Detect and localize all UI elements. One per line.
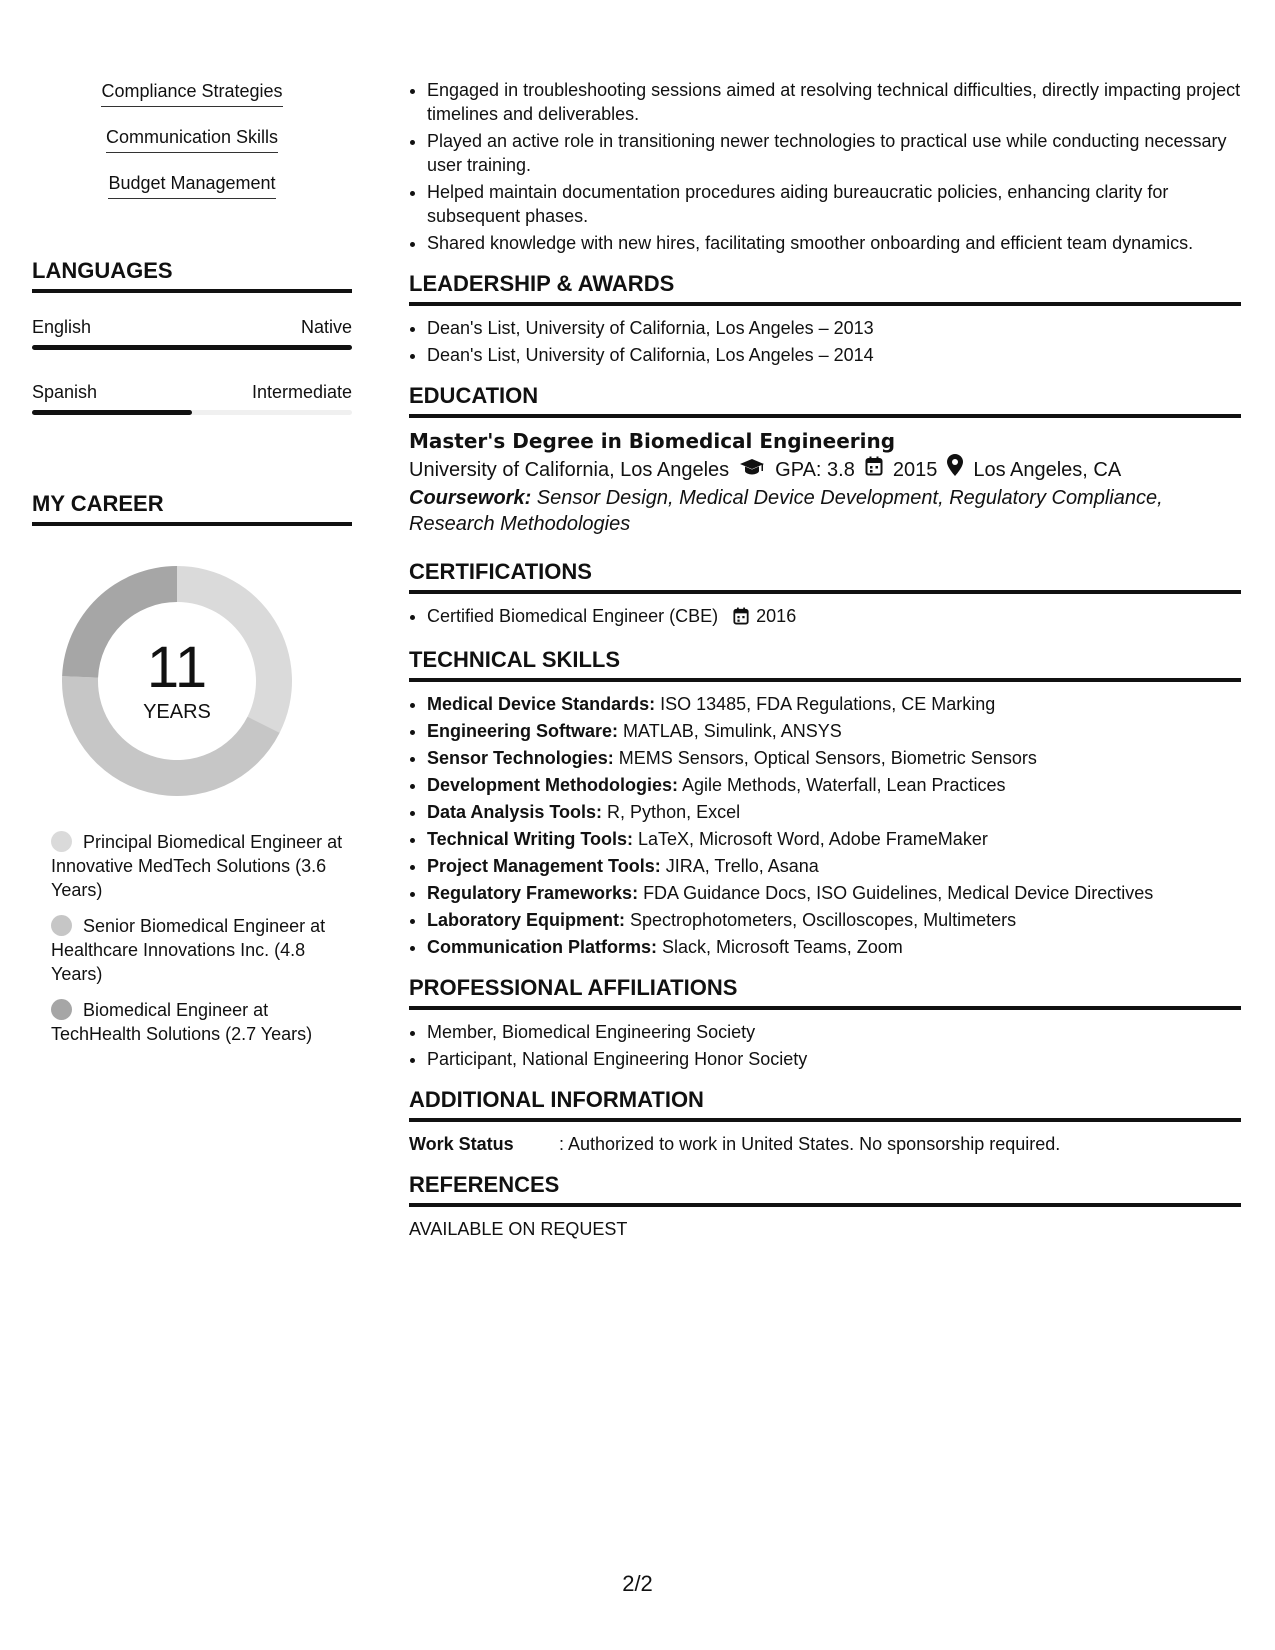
references-text: AVAILABLE ON REQUEST [409, 1219, 628, 1239]
additional-info-heading: ADDITIONAL INFORMATION [409, 1087, 1241, 1122]
list-item: • Helped maintain documentation procedures aiding bureaucratic policies, enhancing clarity for subsequent phases. [427, 180, 1241, 228]
location-pin-icon [947, 454, 963, 485]
career-total-years: 11 [146, 635, 208, 700]
work-status-row [409, 1132, 1241, 1156]
calendar-icon [733, 607, 749, 631]
list-item: • Member, Biomedical Engineering Society [427, 1020, 1241, 1044]
skill-tag: Communication Skills [106, 124, 278, 153]
career-heading: MY CAREER [32, 491, 352, 526]
list-item: • Technical Writing Tools: LaTeX, Microsoft Word, Adobe FrameMaker [427, 827, 1241, 851]
experience-bullets [409, 78, 1241, 255]
language-level: Intermediate [251, 382, 352, 402]
language-item [32, 380, 352, 415]
awards-list [409, 316, 1241, 367]
list-item: • Project Management Tools: JIRA, Trello, Asana [427, 854, 1241, 878]
list-item: • Medical Device Standards: ISO 13485, FDA Regulations, CE Marking [427, 692, 1241, 716]
certifications-list [409, 604, 1241, 631]
graduation-year: 2015 [892, 458, 938, 481]
career-legend-item: Biomedical Engineer at TechHealth Solutions (2.7 Years) [51, 1000, 313, 1044]
education-heading: EDUCATION [409, 383, 1241, 418]
list-item: • Data Analysis Tools: R, Python, Excel [427, 800, 1241, 824]
school-name: University of California, Los Angeles [409, 458, 730, 481]
references-heading: REFERENCES [409, 1172, 1241, 1207]
legend-dot [51, 831, 72, 852]
language-name: English [32, 317, 92, 337]
legend-dot [51, 915, 72, 936]
skill-tag: Budget Management [108, 170, 275, 199]
calendar-icon [865, 455, 883, 485]
languages-heading: LANGUAGES [32, 258, 352, 293]
main-content [409, 78, 1241, 1241]
career-years-label: YEARS [143, 701, 211, 723]
language-item [32, 315, 352, 350]
skills-list [32, 78, 352, 216]
skill-tag: Compliance Strategies [101, 78, 282, 107]
legend-dot [51, 999, 72, 1020]
list-item: • Engineering Software: MATLAB, Simulink, ANSYS [427, 719, 1241, 743]
technical-skills-list [409, 692, 1241, 959]
education-entry [409, 428, 1241, 537]
affiliations-list [409, 1020, 1241, 1071]
list-item: • Participant, National Engineering Honor Society [427, 1047, 1241, 1071]
career-legend [32, 830, 351, 1046]
language-name: Spanish [32, 382, 98, 402]
work-status-label: Work Status [409, 1134, 514, 1154]
list-item: • Engaged in troubleshooting sessions aimed at resolving technical difficulties, directly impacting project timelines and deliverables. [427, 78, 1241, 126]
language-proficiency-bar [32, 410, 352, 415]
affiliations-heading: PROFESSIONAL AFFILIATIONS [409, 975, 1241, 1010]
awards-heading: LEADERSHIP & AWARDS [409, 271, 1241, 306]
graduation-cap-icon [739, 455, 765, 485]
coursework: Coursework: Sensor Design, Medical Device Development, Regulatory Compliance, Research Methodologies [409, 487, 1163, 535]
page-number: 2/2 [622, 1571, 653, 1596]
technical-skills-heading: TECHNICAL SKILLS [409, 647, 1241, 682]
work-status-value: : Authorized to work in United States. No sponsorship required. [559, 1134, 1061, 1154]
list-item: • Certified Biomedical Engineer (CBE) 2016 [427, 604, 1241, 631]
gpa: GPA: 3.8 [775, 458, 855, 481]
language-proficiency-bar [32, 345, 352, 350]
list-item: • Played an active role in transitioning newer technologies to practical use while conducting necessary user training. [427, 129, 1241, 177]
list-item: • Communication Platforms: Slack, Microsoft Teams, Zoom [427, 935, 1241, 959]
career-donut-chart [62, 566, 292, 796]
sidebar [32, 78, 352, 1058]
list-item: • Sensor Technologies: MEMS Sensors, Optical Sensors, Biometric Sensors [427, 746, 1241, 770]
list-item: • Dean's List, University of California, Los Angeles – 2014 [427, 343, 1241, 367]
career-legend-item: Principal Biomedical Engineer at Innovative MedTech Solutions (3.6 Years) [51, 832, 343, 900]
language-level: Native [300, 317, 352, 337]
list-item: • Laboratory Equipment: Spectrophotometers, Oscilloscopes, Multimeters [427, 908, 1241, 932]
career-legend-item: Senior Biomedical Engineer at Healthcare Innovations Inc. (4.8 Years) [51, 916, 326, 984]
list-item: • Dean's List, University of California, Los Angeles – 2013 [427, 316, 1241, 340]
school-location: Los Angeles, CA [973, 458, 1122, 481]
list-item: • Shared knowledge with new hires, facilitating smoother onboarding and efficient team dynamics. [427, 231, 1241, 255]
degree-title: Master's Degree in Biomedical Engineering [409, 429, 896, 453]
list-item: • Regulatory Frameworks: FDA Guidance Docs, ISO Guidelines, Medical Device Directives [427, 881, 1241, 905]
list-item: • Development Methodologies: Agile Methods, Waterfall, Lean Practices [427, 773, 1241, 797]
certifications-heading: CERTIFICATIONS [409, 559, 1241, 594]
